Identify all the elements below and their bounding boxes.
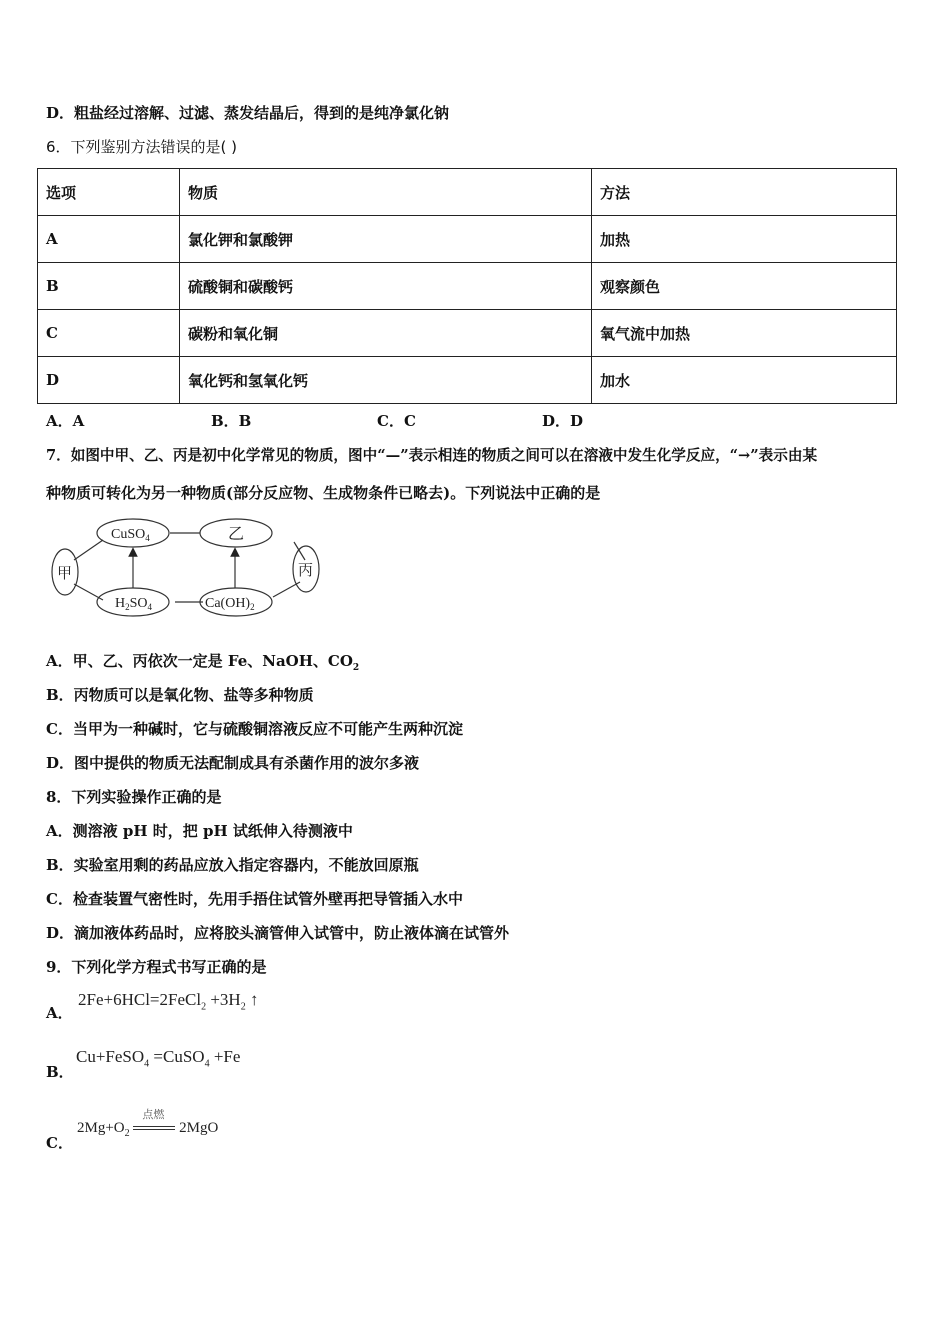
label-caoh2: $Ca(OH)_2$ [205, 596, 255, 612]
table-row [38, 357, 897, 404]
table-row [38, 216, 897, 263]
q9-label-c: C． [46, 1134, 73, 1152]
cell-option: D [38, 357, 180, 404]
q7-option-d: D．图中提供的物质无法配制成具有杀菌作用的波尔多液 [46, 754, 420, 772]
cell-substance: 氧化钙和氢氧化钙 [180, 357, 592, 404]
cell-substance: 碳粉和氧化铜 [180, 310, 592, 357]
q5-option-d: D．粗盐经过溶解、过滤、蒸发结晶后，得到的是纯净氯化钠 [46, 104, 450, 122]
label-jia: 甲 [57, 566, 73, 582]
q9-label-a: A． [46, 1004, 73, 1022]
label-yi: 乙 [228, 526, 245, 543]
q7-option-b: B．丙物质可以是氧化物、盐等多种物质 [46, 686, 314, 704]
q8-option-a: A．测溶液 pH 时，把 pH 试纸伸入待测液中 [46, 822, 353, 840]
q7-relation-diagram [45, 512, 335, 622]
edge-yi-bing [294, 542, 305, 560]
q6-option-a: A．A [46, 412, 85, 430]
cell-option: C [38, 310, 180, 357]
edge-jia-cuso4 [74, 540, 103, 560]
table-header-row [38, 169, 897, 216]
q8-option-c: C．检查装置气密性时，先用手捂住试管外壁再把导管插入水中 [46, 890, 463, 908]
q7-option-c: C．当甲为一种碱时，它与硫酸铜溶液反应不可能产生两种沉淀 [46, 720, 463, 738]
cell-method: 氧气流中加热 [592, 310, 897, 357]
q6-stem: 6．下列鉴别方法错误的是( ) [46, 138, 238, 156]
header-option: 选项 [38, 169, 180, 216]
cell-method: 观察颜色 [592, 263, 897, 310]
q6-table [37, 168, 897, 404]
condition-ignite: 点燃 [142, 1107, 165, 1121]
cell-option: B [38, 263, 180, 310]
q9-equation-a: 2Fe+6HCl=2FeCl$_2$ $+3H_2$ ↑ [78, 990, 259, 1013]
q8-option-d: D．滴加液体药品时，应将胶头滴管伸入试管中，防止液体滴在试管外 [46, 924, 510, 942]
q6-option-b: B．B [211, 412, 252, 430]
table-row [38, 263, 897, 310]
cell-method: 加水 [592, 357, 897, 404]
q9-stem: 9．下列化学方程式书写正确的是 [46, 958, 267, 976]
q6-option-c: C．C [377, 412, 416, 430]
q6-option-d: D．D [542, 412, 584, 430]
q7-stem-line1: 7．如图中甲、乙、丙是初中化学常见的物质，图中“—”表示相连的物质之间可以在溶液中发生化学反应，“→”表示由某 [46, 447, 818, 464]
reaction-condition-arrow [133, 1107, 175, 1134]
cell-option: A [38, 216, 180, 263]
label-bing: 丙 [298, 563, 314, 579]
cell-substance: 氯化钾和氯酸钾 [180, 216, 592, 263]
q9-equation-b: Cu+FeSO$_4$ =CuSO$_4$ +Fe [76, 1047, 241, 1070]
q7-option-a: A．甲、乙、丙依次一定是 Fe、NaOH、$CO_2$ [46, 652, 360, 673]
label-h2so4: $H_2SO_4$ [115, 596, 153, 612]
label-cuso4: CuSO$_4$ [111, 527, 150, 543]
q9-equation-c: $2Mg+O_2$ 点燃 2MgO [77, 1107, 219, 1139]
q7-stem-line2: 种物质可转化为另一种物质(部分反应物、生成物条件已略去)。下列说法中正确的是 [46, 484, 601, 502]
q8-stem: 8．下列实验操作正确的是 [46, 788, 222, 806]
header-method: 方法 [592, 169, 897, 216]
table-row [38, 310, 897, 357]
cell-substance: 硫酸铜和碳酸钙 [180, 263, 592, 310]
q8-option-b: B．实验室用剩的药品应放入指定容器内，不能放回原瓶 [46, 856, 419, 874]
cell-method: 加热 [592, 216, 897, 263]
header-substance: 物质 [180, 169, 592, 216]
q9-label-b: B． [46, 1063, 74, 1081]
